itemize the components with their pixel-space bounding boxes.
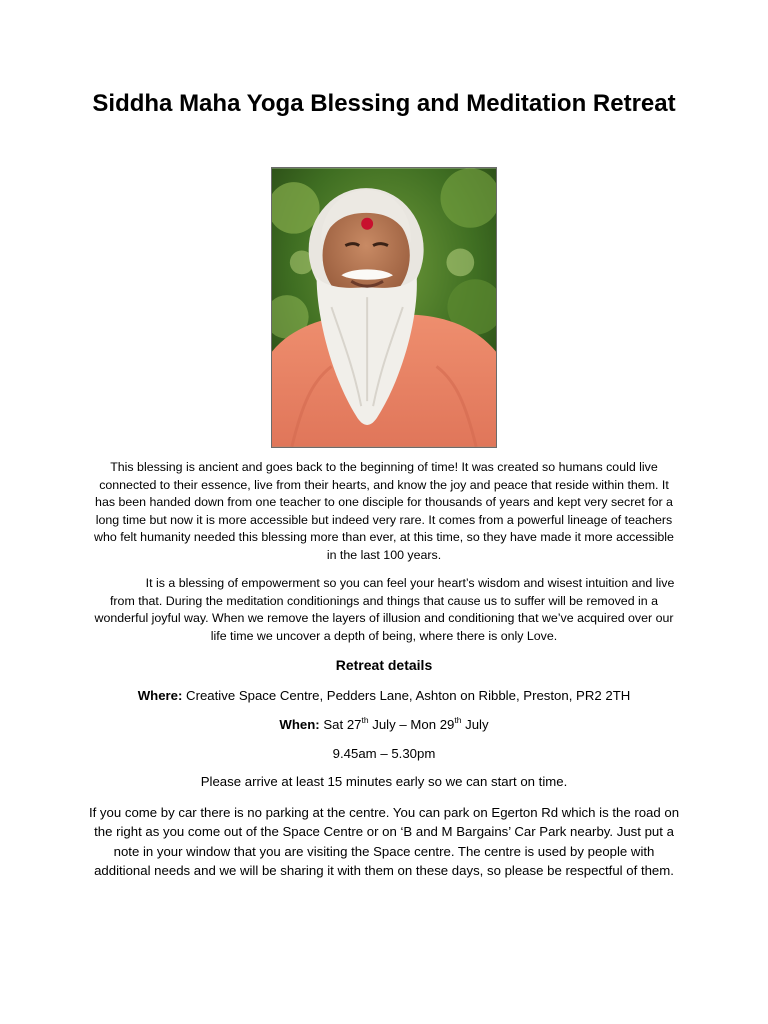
teacher-portrait-illustration <box>272 168 496 447</box>
when-line <box>60 716 708 734</box>
where-label: Where: <box>137 688 183 703</box>
intro-paragraph: This blessing is ancient and goes back to the beginning of time! It was created so humans could live connected to their essence, live from their hearts, and know the joy and peace that reside within them. It has been handed down from one teacher to one disciple for thousands of years and kept very secret for a long time but now it is more accessible but indeed very rare. It comes from a powerful lineage of teachers who felt humanity needed this blessing more than ever, at this time, so they have made it more accessible in the last 100 years. <box>94 460 674 562</box>
when-end-suffix: th <box>454 714 462 725</box>
empowerment-paragraph <box>90 575 678 645</box>
document-title: Siddha Maha Yoga Blessing and Meditation Retreat <box>92 90 676 117</box>
time-line: 9.45am – 5.30pm <box>332 746 436 761</box>
parking-paragraph: If you come by car there is no parking at the centre. You can park on Egerton Rd which is the road on the right as you come out of the Space Centre or on ‘B and M Bargains’ Car Park nearby. Just put a note in your window that you are visiting the Space centre. The centre is used by people with additional needs and we will be sharing it with them on these days, so please be respectful of them. <box>88 805 680 879</box>
teacher-photo <box>271 167 497 448</box>
when-label: When: <box>279 717 320 732</box>
arrival-note: Please arrive at least 15 minutes early so we can start on time. <box>200 774 568 789</box>
empowerment-text: It is a blessing of empowerment so you can feel your heart’s wisdom and wisest intuition and live from that. During the meditation conditionings and things that cause us to suffer will be removed in a wonderful joyful way. When we remove the layers of illusion and conditioning that we’ve acquired over our life time we uncover a depth of being, where there is only Love. <box>94 576 675 643</box>
when-end-month: July <box>461 717 489 732</box>
when-start-day: Sat 27 <box>319 717 362 732</box>
where-value: Creative Space Centre, Pedders Lane, Ashton on Ribble, Preston, PR2 2TH <box>182 688 631 703</box>
when-mid: July – Mon 29 <box>368 717 455 732</box>
where-line <box>60 687 708 705</box>
retreat-details-heading: Retreat details <box>335 657 433 673</box>
when-start-suffix: th <box>361 714 369 725</box>
